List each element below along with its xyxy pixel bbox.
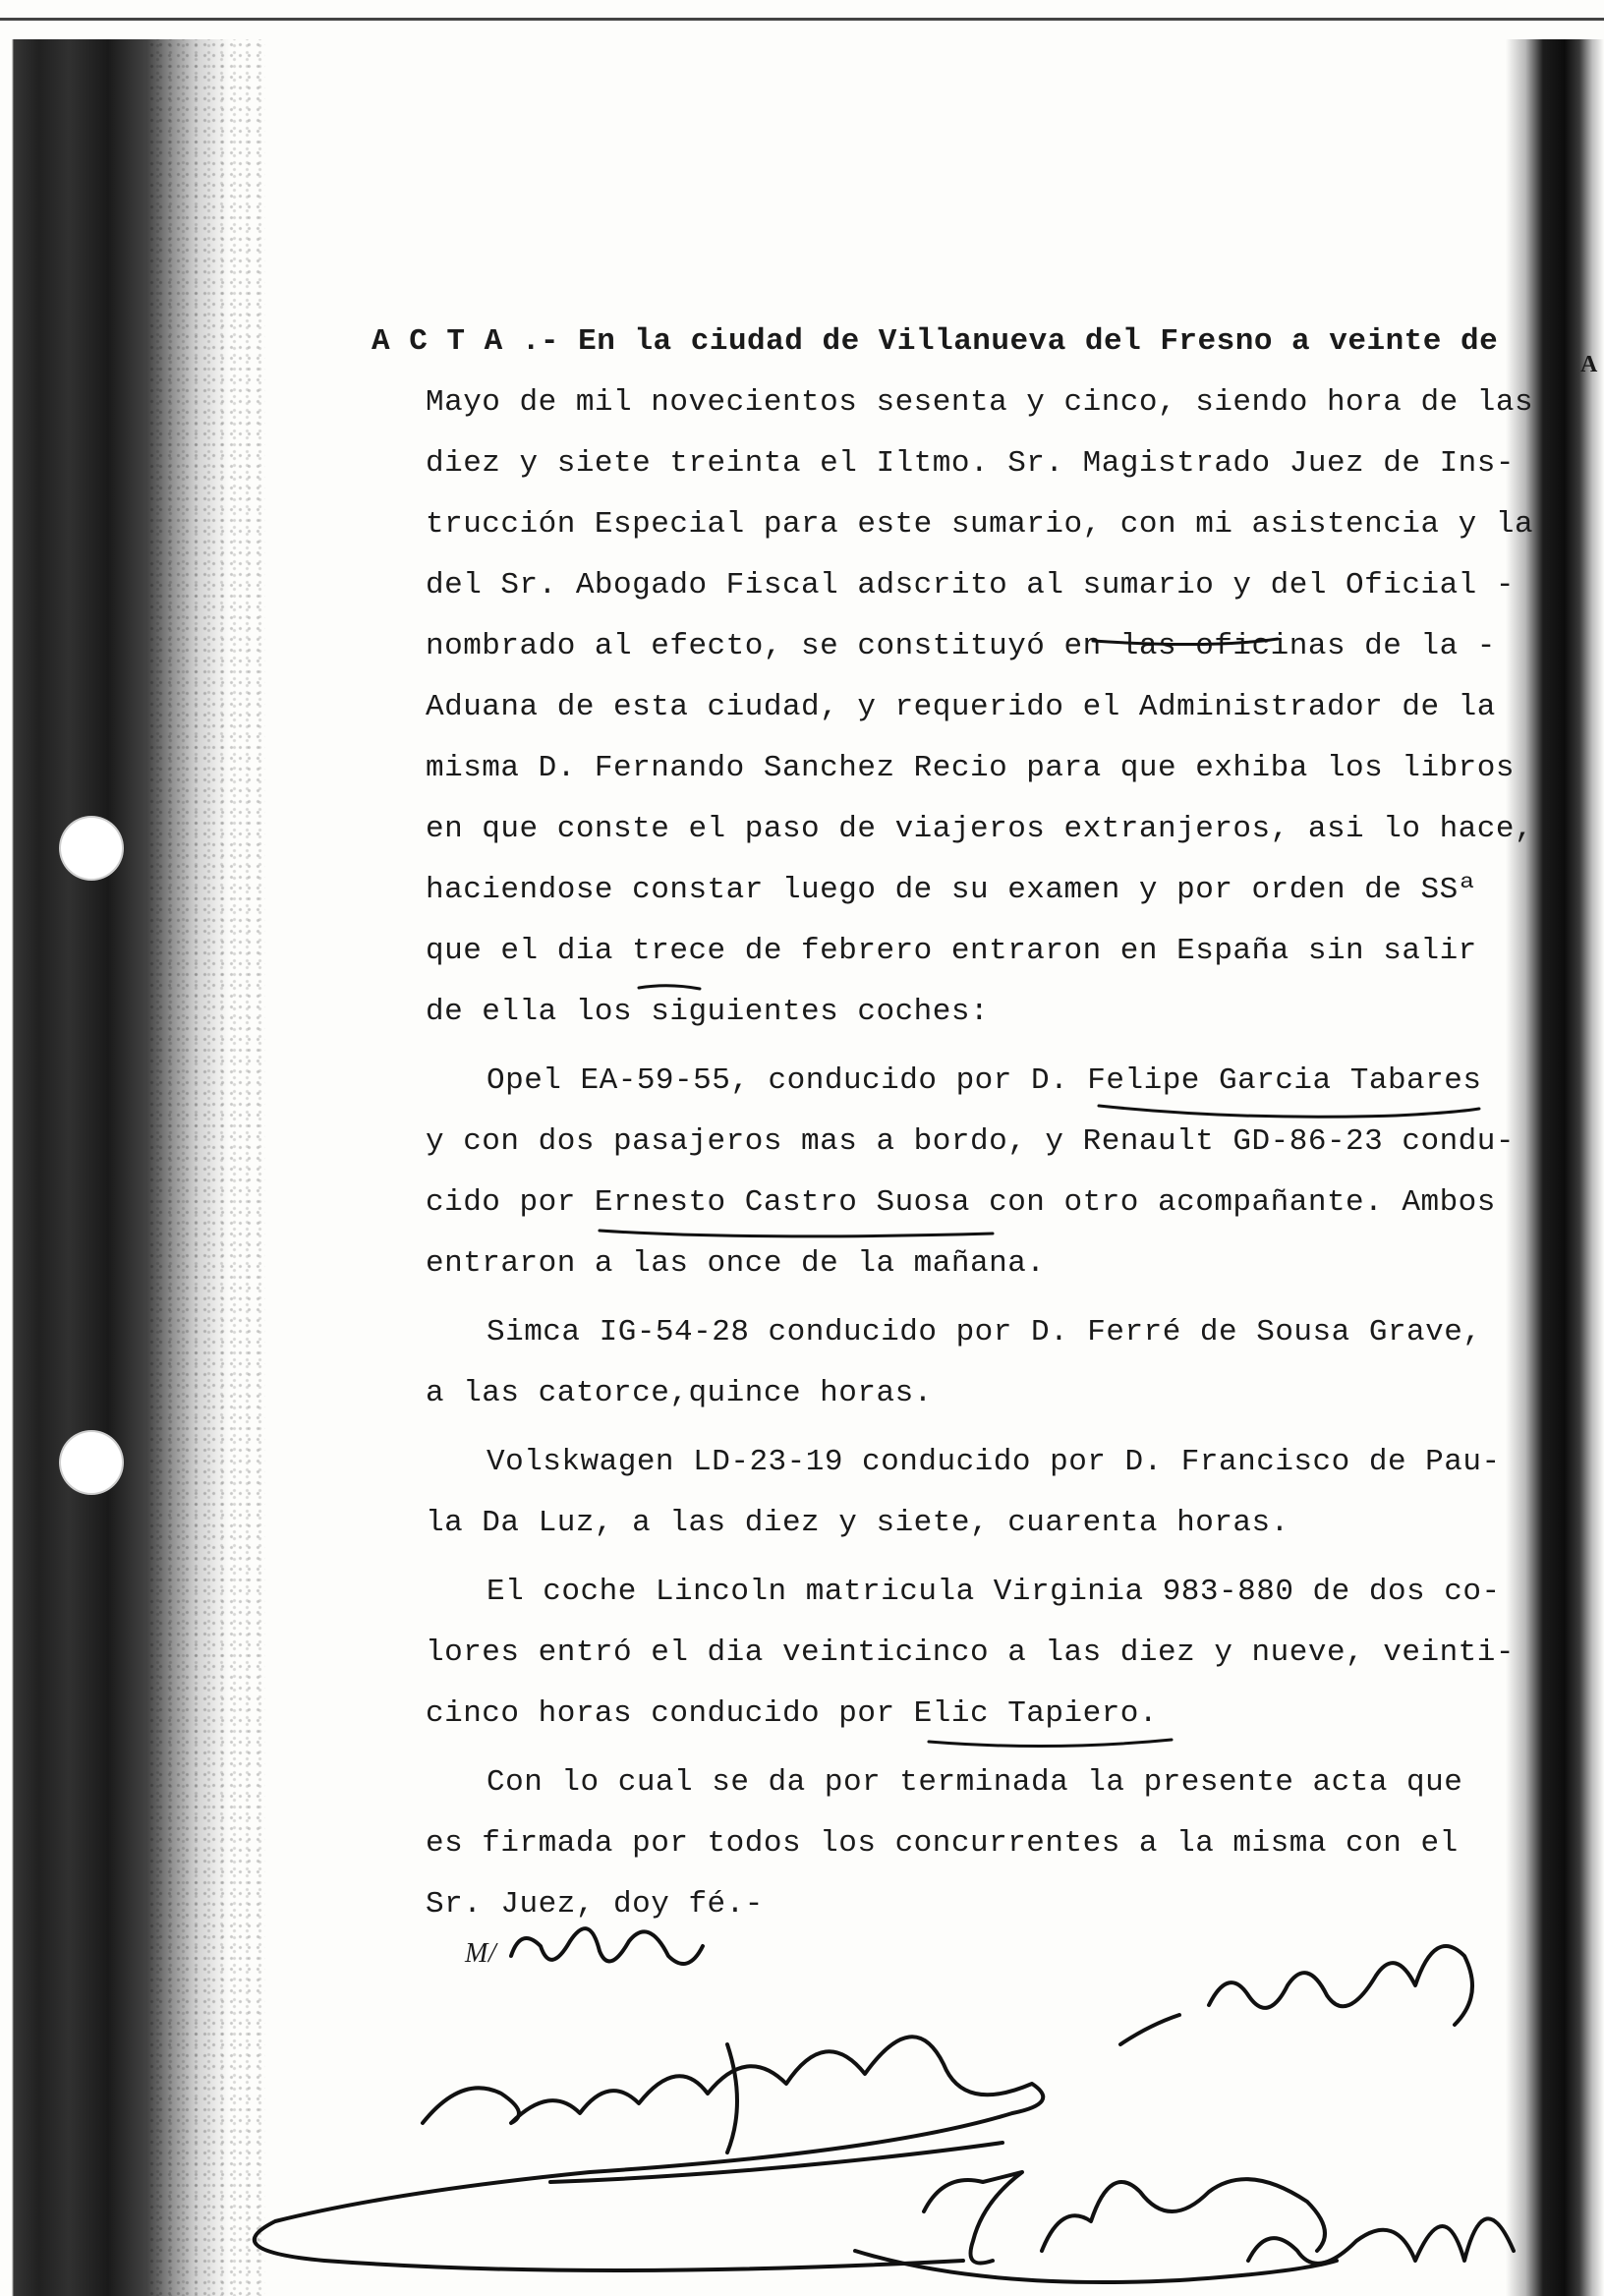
signature-hook <box>727 2044 737 2152</box>
text-line-1: A C T A .- En la ciudad de Villanueva del Fresno a veinte de <box>372 324 1499 359</box>
signature-fsanchez-under <box>855 2251 1337 2282</box>
text-line-11: que el dia trece de febrero entraron en España sin salir <box>426 934 1477 968</box>
text-line-21: El coche Lincoln matricula Virginia 983-880 de dos co- <box>487 1575 1501 1609</box>
signature-flourish-tail <box>550 2143 1002 2182</box>
text-line-4: trucción Especial para este sumario, con mi asistencia y la <box>426 507 1534 542</box>
text-line-16: entraron a las once de la mañana. <box>426 1246 1046 1281</box>
text-line-18: a las catorce,quince horas. <box>426 1376 933 1410</box>
text-line-7: Aduana de esta ciudad, y requerido el Administrador de la <box>426 690 1496 724</box>
signature-flourish <box>255 2037 1043 2270</box>
text-line-6: nombrado al efecto, se constituyó en las oficinas de la - <box>426 629 1496 663</box>
text-line-25: es firmada por todos los concurrentes a la misma con el <box>426 1826 1459 1861</box>
punch-hole-lower <box>61 1432 122 1493</box>
text-line-13: Opel EA-59-55, conducido por D. Felipe Garcia Tabares <box>487 1063 1482 1098</box>
text-line-23: cinco horas conducido por Elic Tapiero. <box>426 1696 1159 1731</box>
text-line-19: Volskwagen LD-23-19 conducido por D. Francisco de Pau- <box>487 1445 1501 1479</box>
text-line-20: la Da Luz, a las diez y siete, cuarenta horas. <box>426 1506 1289 1540</box>
left-scan-noise <box>147 39 265 2296</box>
underline-felipe-garcia-tabares <box>1099 1106 1479 1117</box>
signature-right <box>1209 1946 1472 2025</box>
signature-bottom-right <box>1248 2218 1514 2264</box>
text-line-15: cido por Ernesto Castro Suosa con otro acompañante. Ambos <box>426 1185 1496 1220</box>
text-line-9: en que conste el paso de viajeros extranjeros, asi lo hace, <box>426 812 1534 846</box>
text-line-14: y con dos pasajeros mas a bordo, y Renault GD-86-23 condu- <box>426 1124 1515 1159</box>
signature-prefix: M/ <box>465 1938 497 1969</box>
signature-right-loop <box>1120 2015 1179 2044</box>
text-line-24: Con lo cual se da por terminada la presente acta que <box>487 1765 1463 1800</box>
text-line-10: haciendose constar luego de su examen y por orden de SSª <box>426 873 1477 907</box>
text-line-17: Simca IG-54-28 conducido por D. Ferré de Sousa Grave, <box>487 1315 1482 1349</box>
text-line-22: lores entró el dia veinticinco a las diez y nueve, veinti- <box>426 1636 1515 1670</box>
text-line-8: misma D. Fernando Sanchez Recio para que exhiba los libros <box>426 751 1515 785</box>
top-border-line <box>0 18 1604 21</box>
text-line-12: de ella los siguientes coches: <box>426 995 990 1029</box>
text-line-5: del Sr. Abogado Fiscal adscrito al sumario y del Oficial - <box>426 568 1515 603</box>
signature-one <box>511 1928 703 1964</box>
underline-ernesto-castro-suosa <box>600 1231 993 1236</box>
underline-elic-tapiero <box>929 1740 1172 1747</box>
text-line-2: Mayo de mil novecientos sesenta y cinco, siendo hora de las <box>426 385 1534 420</box>
text-line-3: diez y siete treinta el Iltmo. Sr. Magistrado Juez de Ins- <box>426 446 1515 481</box>
punch-hole-upper <box>61 818 122 879</box>
margin-mark: A <box>1580 352 1598 377</box>
text-line-26: Sr. Juez, doy fé.- <box>426 1887 764 1922</box>
signature-fsanchez <box>924 2172 1325 2264</box>
underline-trece <box>639 986 700 989</box>
